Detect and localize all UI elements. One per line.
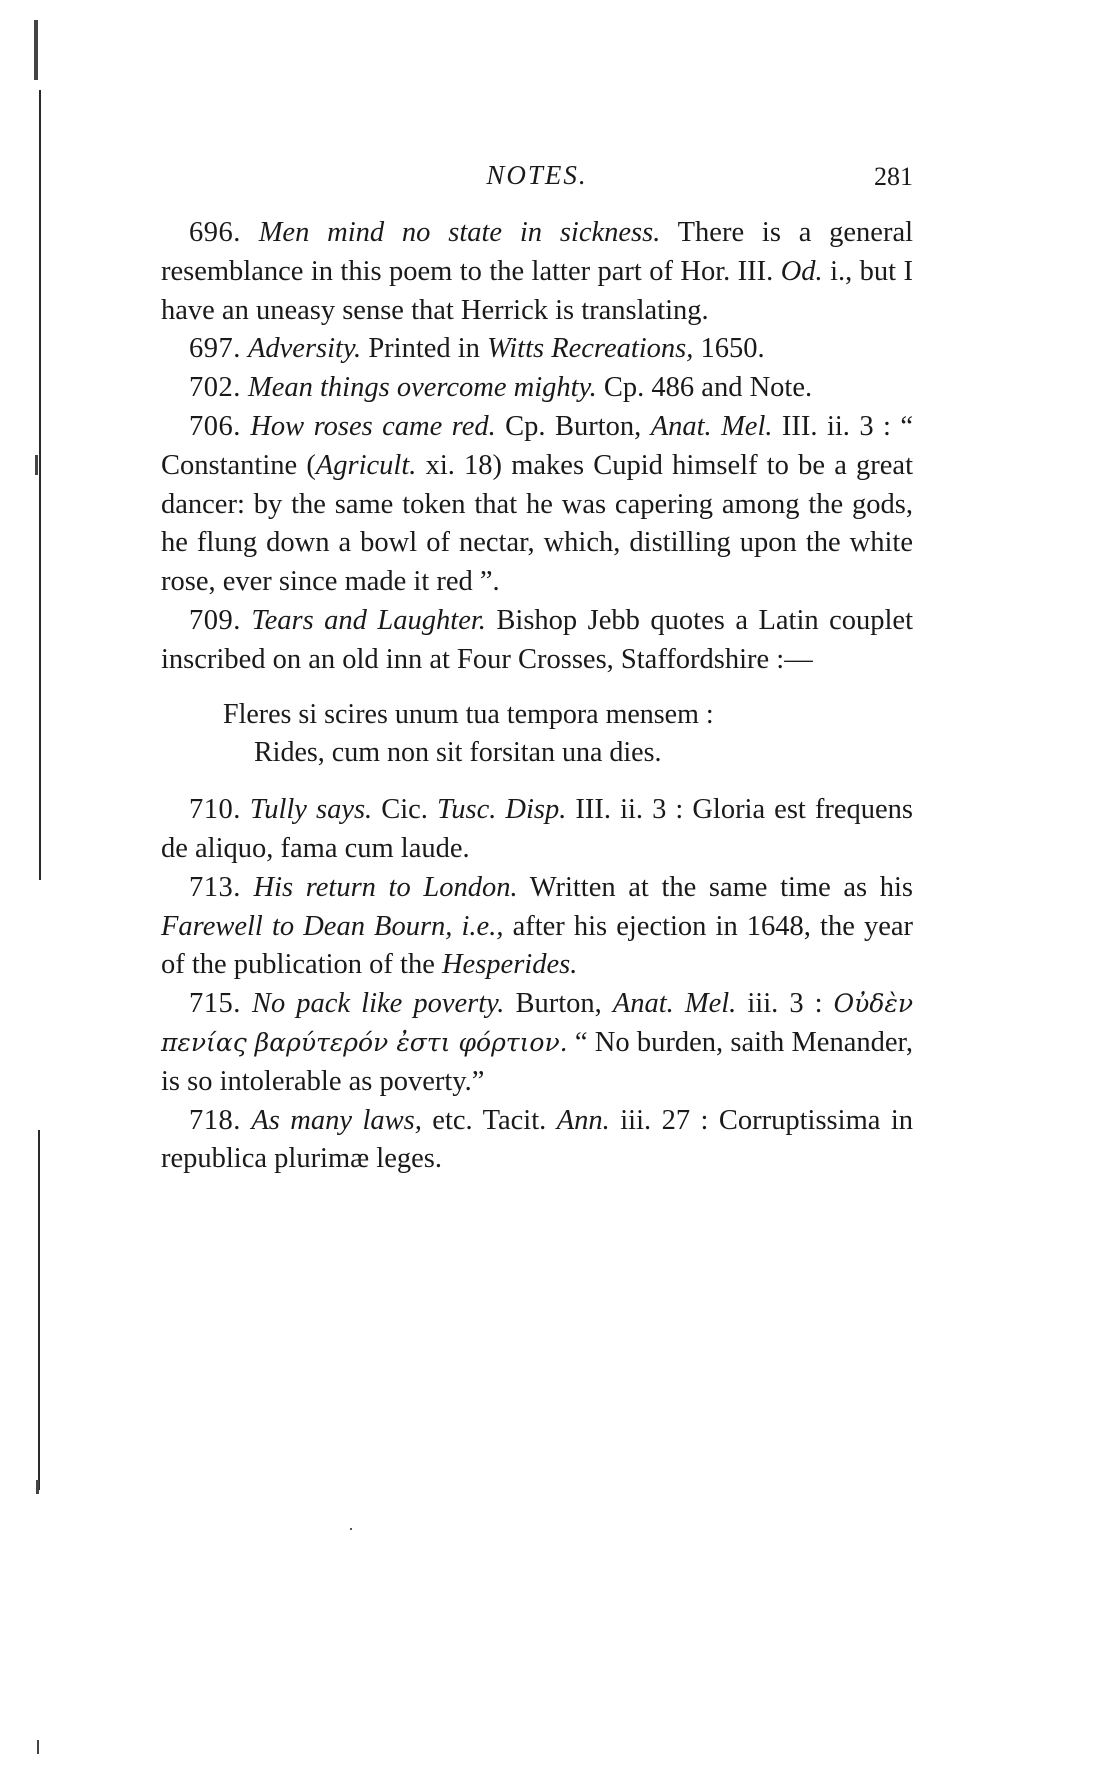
- note-number: 697.: [189, 333, 241, 365]
- note-ref: Anat. Mel.: [612, 988, 737, 1020]
- note-number: 718.: [189, 1104, 241, 1136]
- note-body: Burton,: [504, 988, 613, 1020]
- note-title: No pack like poverty.: [251, 988, 505, 1020]
- note-body: iii. 3 :: [736, 988, 834, 1020]
- note-number: 706.: [189, 410, 241, 442]
- note-ref: Anat. Mel.: [650, 410, 773, 442]
- note-number: 696.: [189, 217, 241, 248]
- note-body: Printed in: [361, 333, 488, 365]
- page-number: 281: [874, 162, 913, 191]
- note-ref: Od.: [780, 255, 823, 287]
- note-body: III. ii. 3 : Gloria est frequens de aliquo, fama cum laude.: [161, 794, 913, 864]
- note-number: 713.: [189, 871, 241, 903]
- note-title: Tully says.: [249, 794, 373, 826]
- note-number: 702.: [189, 372, 241, 404]
- note-ref: Farewell to Dean Bourn, i.e.,: [161, 910, 504, 942]
- note-body: Cp. 486 and Note.: [596, 372, 813, 404]
- note-ref: Ann.: [556, 1104, 610, 1136]
- note-title: Adversity.: [248, 333, 362, 365]
- greek-quote: Oὐδὲν πενίας βαρύτερόν ἐστι φόρτιον.: [161, 989, 914, 1057]
- note-ref: Witts Recreations,: [487, 333, 694, 365]
- note-ref: Agricult.: [315, 449, 417, 481]
- note-718: [161, 1102, 913, 1180]
- note-body: after his ejection in 1648, the year of the publication of the: [161, 910, 913, 981]
- verse-line-2: Rides, cum non sit forsitan una dies.: [254, 737, 662, 769]
- note-number: 715.: [189, 988, 241, 1020]
- note-body: xi. 18) makes Cupid himself to be a great dancer: by the same token that he was capering among the gods, he flung down a bowl of nectar, which, distilling upon the white rose, ever since made it red ”.: [161, 449, 913, 598]
- note-title: His return to London.: [253, 871, 518, 903]
- note-697: [161, 330, 913, 369]
- note-ref: Tusc. Disp.: [436, 794, 567, 826]
- page-header: [161, 160, 913, 196]
- note-title: Men mind no state in sickness.: [258, 217, 661, 248]
- note-body: etc. Tacit.: [421, 1104, 557, 1136]
- note-number: 710.: [189, 794, 241, 826]
- note-709: [161, 602, 913, 680]
- note-702: [161, 369, 913, 408]
- note-body: “ No burden, saith Menander, is so intolerable as poverty.”: [161, 1026, 913, 1097]
- note-body: iii. 27 : Corruptissima in republica plurimæ leges.: [161, 1104, 914, 1175]
- note-title: Mean things overcome mighty.: [248, 372, 597, 404]
- note-number: 709.: [189, 604, 241, 636]
- notes-text: [161, 214, 913, 1179]
- note-body: Bishop Jebb quotes a Latin couplet inscribed on an old inn at Four Crosses, Staffordshire :—: [161, 604, 913, 675]
- note-710: [161, 791, 913, 869]
- ink-speck: [350, 1528, 352, 1530]
- note-body: 1650.: [693, 333, 765, 365]
- note-ref: Hesperides.: [441, 949, 578, 981]
- note-713: [161, 869, 913, 985]
- running-head: NOTES.: [486, 160, 588, 190]
- note-body: Written at the same time as his: [517, 871, 913, 903]
- note-706: [161, 408, 913, 602]
- note-title: Tears and Laughter.: [251, 604, 486, 636]
- verse-line-1: Fleres si scires unum tua tempora mensem :: [223, 698, 714, 730]
- note-body: Cic.: [372, 794, 437, 826]
- note-title: How roses came red.: [250, 410, 496, 442]
- note-body: i., but I have an uneasy sense that Herrick is translating.: [161, 255, 913, 326]
- binding-edge: [34, 0, 48, 1782]
- note-body: There is a general resemblance in this poem to the latter part of Hor. III.: [161, 217, 914, 287]
- latin-couplet: [161, 696, 913, 774]
- note-696: [161, 214, 913, 330]
- note-body: Cp. Burton,: [495, 410, 651, 442]
- note-715: [161, 985, 913, 1101]
- note-body: III. ii. 3 : “ Constantine (: [161, 410, 913, 481]
- note-title: As many laws,: [251, 1104, 422, 1136]
